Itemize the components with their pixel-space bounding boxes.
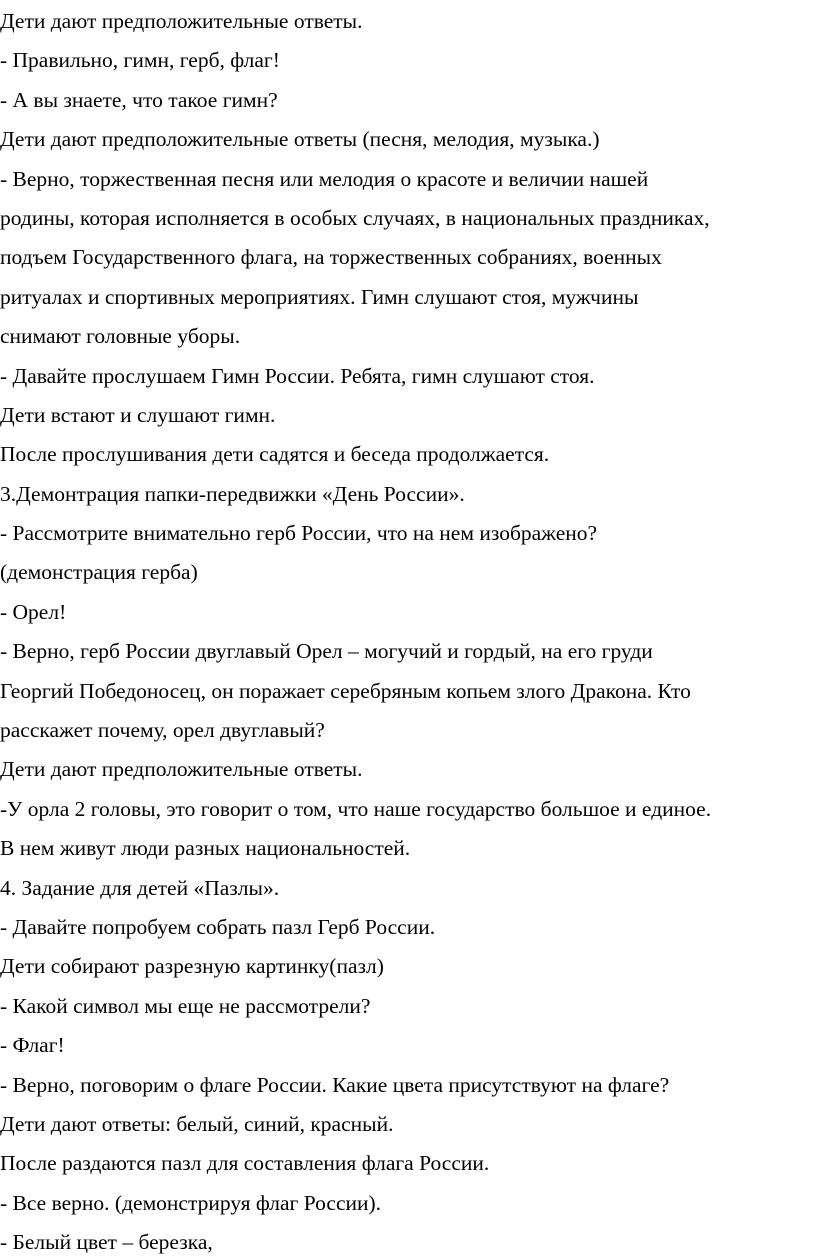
text-line: - А вы знаете, что такое гимн? <box>0 87 278 112</box>
text-line: - Верно, торжественная песня или мелодия о красоте и величии нашей <box>0 166 649 191</box>
text-line: - Белый цвет – березка, <box>0 1230 213 1255</box>
text-line: Дети дают предположительные ответы. <box>0 9 363 33</box>
text-line: снимают головные уборы. <box>0 324 241 349</box>
text-line: - Флаг! <box>0 1033 65 1058</box>
text-line: - Рассмотрите внимательно герб России, что на нем изображено? <box>0 521 598 546</box>
text-line: В нем живут люди разных национальностей. <box>0 836 411 861</box>
text-line: 3.Демонтрация папки-передвижки «День России». <box>0 481 465 506</box>
text-line: Георгий Победоносец, он поражает серебряным копьем злого Дракона. Кто <box>0 678 691 703</box>
text-line: Дети дают предположительные ответы (песня, мелодия, музыка.) <box>0 127 600 152</box>
text-line: родины, которая исполняется в особых случаях, в национальных праздниках, <box>0 205 710 230</box>
text-line: После прослушивания дети садятся и беседа продолжается. <box>0 442 550 467</box>
text-line: -У орла 2 головы, это говорит о том, что наше государство большое и единое. <box>0 796 712 821</box>
text-line: - Верно, герб России двуглавый Орел – могучий и гордый, на его груди <box>0 639 653 664</box>
text-line: 4. Задание для детей «Пазлы». <box>0 875 280 900</box>
text-line: ритуалах и спортивных мероприятиях. Гимн слушают стоя, мужчины <box>0 284 639 309</box>
text-line: - Какой символ мы еще не рассмотрели? <box>0 993 371 1018</box>
text-line: После раздаются пазл для составления флага России. <box>0 1151 490 1176</box>
text-line: - Верно, поговорим о флаге России. Какие цвета присутствуют на флаге? <box>0 1072 670 1097</box>
text-line: - Все верно. (демонстрируя флаг России). <box>0 1190 382 1215</box>
text-line: расскажет почему, орел двуглавый? <box>0 718 325 743</box>
text-line: - Давайте попробуем собрать пазл Герб России. <box>0 914 436 939</box>
text-line: - Давайте прослушаем Гимн России. Ребята, гимн слушают стоя. <box>0 363 595 388</box>
text-line: - Правильно, гимн, герб, флаг! <box>0 48 280 73</box>
text-line: подъем Государственного флага, на торжественных собраниях, военных <box>0 245 662 270</box>
text-line: Дети встают и слушают гимн. <box>0 402 276 427</box>
text-line: Дети собирают разрезную картинку(пазл) <box>0 954 384 979</box>
text-line: Дети дают ответы: белый, синий, красный. <box>0 1111 394 1136</box>
text-line: - Орел! <box>0 599 67 624</box>
text-line: (демонстрация герба) <box>0 560 198 585</box>
text-line: Дети дают предположительные ответы. <box>0 757 363 782</box>
document-text <box>0 2 816 1259</box>
